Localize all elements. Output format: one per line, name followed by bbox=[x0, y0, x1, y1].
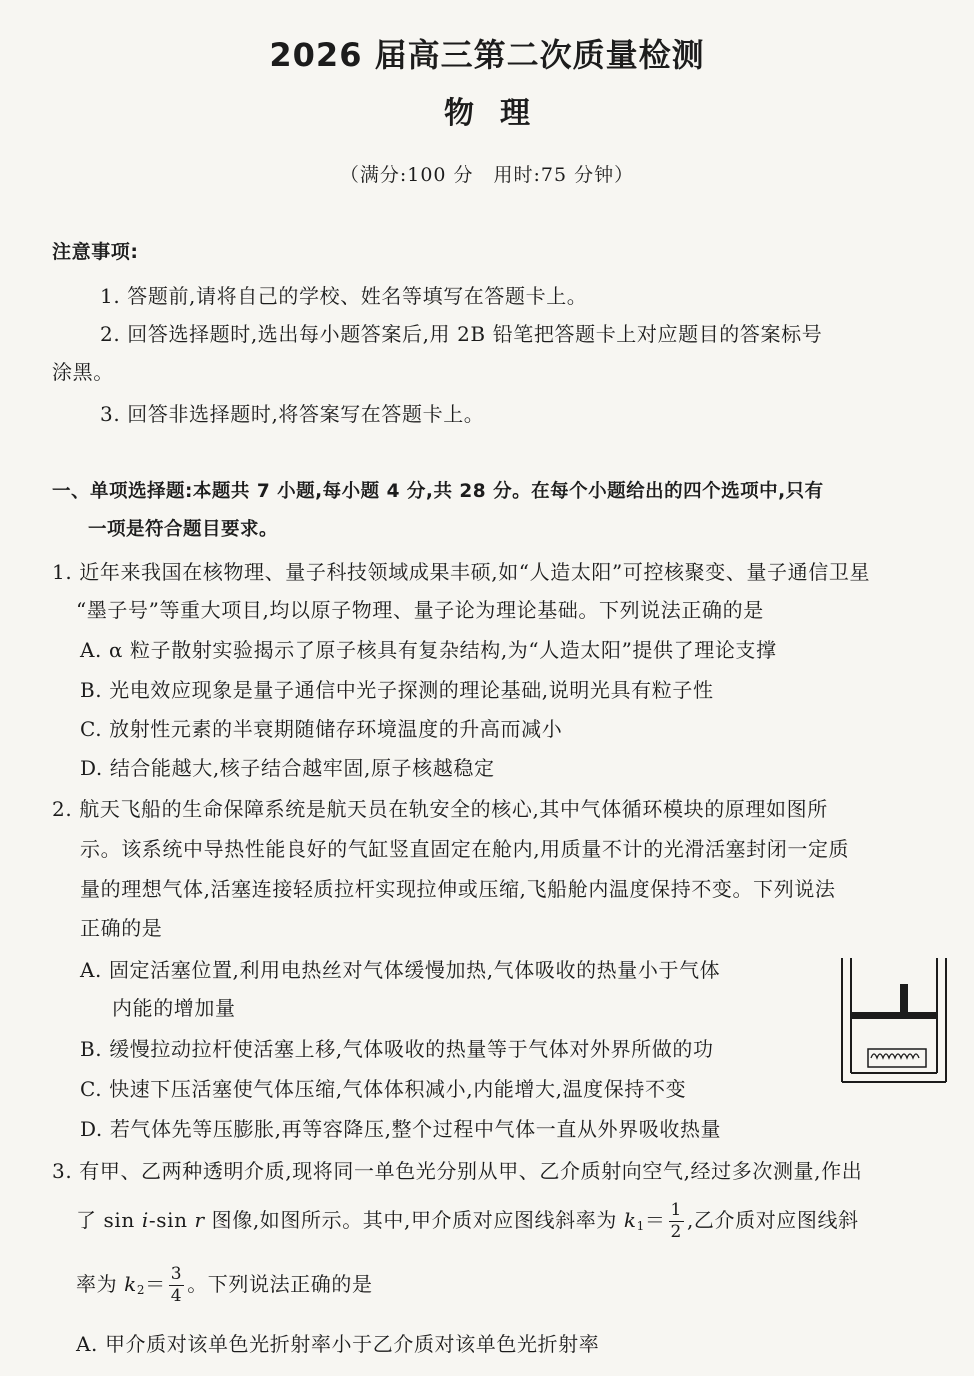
q2-option-d: D. 若气体先等压膨胀,再等容降压,整个过程中气体一直从外界吸收热量 bbox=[80, 1117, 722, 1141]
q3-var-k2: k bbox=[124, 1272, 137, 1296]
q3-text: 图像,如图所示。其中,甲介质对应图线斜率为 bbox=[204, 1208, 624, 1232]
q1-stem-cont: “墨子号”等重大项目,均以原子物理、量子论为理论基础。下列说法正确的是 bbox=[76, 598, 764, 622]
q2-option-c: C. 快速下压活塞使气体压缩,气体体积减小,内能增大,温度保持不变 bbox=[80, 1077, 687, 1101]
q3-stem: 3. 有甲、乙两种透明介质,现将同一单色光分别从甲、乙介质射向空气,经过多次测量,作出 bbox=[52, 1159, 863, 1183]
q2-stem: 2. 航天飞船的生命保障系统是航天员在轨安全的核心,其中气体循环模块的原理如图所 bbox=[52, 797, 828, 821]
q3-option-a: A. 甲介质对该单色光折射率小于乙介质对该单色光折射率 bbox=[76, 1332, 600, 1356]
q3-text: ,乙介质对应图线斜 bbox=[686, 1208, 859, 1232]
q3-var-k1: k bbox=[623, 1208, 637, 1232]
q3-var-i: i bbox=[141, 1208, 149, 1232]
q1-stem: 1. 近年来我国在核物理、量子科技领域成果丰硕,如“人造太阳”可控核聚变、量子通信卫星 bbox=[52, 560, 871, 584]
q3-equals: ＝ bbox=[644, 1208, 666, 1232]
note-item-2: 2. 回答选择题时,选出每小题答案后,用 2B 铅笔把答题卡上对应题目的答案标号 bbox=[100, 322, 823, 346]
q2-stem-3: 量的理想气体,活塞连接轻质拉杆实现拉伸或压缩,飞船舱内温度保持不变。下列说法 bbox=[80, 877, 836, 901]
q3-equals: ＝ bbox=[145, 1272, 166, 1296]
q3-text: 了 sin bbox=[76, 1208, 142, 1232]
note-item-3: 3. 回答非选择题时,将答案写在答题卡上。 bbox=[100, 402, 485, 426]
q3-k2-numerator: 3 bbox=[170, 1264, 183, 1284]
q2-stem-4: 正确的是 bbox=[80, 916, 163, 940]
note-item-1: 1. 答题前,请将自己的学校、姓名等填写在答题卡上。 bbox=[100, 284, 588, 308]
q2-stem-2: 示。该系统中导热性能良好的气缸竖直固定在舱内,用质量不计的光滑活塞封闭一定质 bbox=[80, 837, 850, 861]
q1-option-a: A. α 粒子散射实验揭示了原子核具有复杂结构,为“人造太阳”提供了理论支撑 bbox=[80, 638, 777, 662]
gas-cylinder-piston-heater-icon bbox=[842, 958, 946, 1082]
q3-stem-3 bbox=[76, 1262, 373, 1312]
notes-heading: 注意事项: bbox=[52, 241, 139, 263]
q3-k2-denominator: 4 bbox=[170, 1286, 183, 1306]
q2-option-a-cont: 内能的增加量 bbox=[112, 996, 236, 1020]
q2-option-b: B. 缓慢拉动拉杆使活塞上移,气体吸收的热量等于气体对外界所做的功 bbox=[80, 1037, 714, 1061]
q3-fraction-k1 bbox=[669, 1202, 684, 1241]
q3-text: 率为 bbox=[76, 1272, 125, 1296]
q2-option-a: A. 固定活塞位置,利用电热丝对气体缓慢加热,气体吸收的热量小于气体 bbox=[80, 958, 721, 982]
section-heading-cont: 一项是符合题目要求。 bbox=[88, 519, 279, 540]
q1-option-d: D. 结合能越大,核子结合越牢固,原子核越稳定 bbox=[80, 756, 495, 780]
q3-text: -sin bbox=[148, 1208, 195, 1232]
q3-k1-subscript: 1 bbox=[636, 1219, 645, 1233]
q3-var-r: r bbox=[194, 1208, 205, 1232]
exam-meta: （满分:100 分 用时:75 分钟） bbox=[339, 164, 635, 186]
note-item-2-cont: 涂黑。 bbox=[52, 360, 114, 384]
gas-cylinder-figure bbox=[838, 956, 950, 1086]
q3-fraction-k2 bbox=[169, 1266, 184, 1305]
q3-k2-subscript: 2 bbox=[136, 1283, 146, 1297]
q1-option-c: C. 放射性元素的半衰期随储存环境温度的升高而减小 bbox=[80, 717, 563, 741]
section-heading: 一、单项选择题:本题共 7 小题,每小题 4 分,共 28 分。在每个小题给出的四个选项中,只有 bbox=[52, 481, 824, 502]
q1-option-b: B. 光电效应现象是量子通信中光子探测的理论基础,说明光具有粒子性 bbox=[80, 678, 714, 702]
q3-text: 。下列说法正确的是 bbox=[187, 1272, 373, 1296]
exam-title: 2026 届高三第二次质量检测 bbox=[269, 36, 705, 74]
q3-stem-2 bbox=[76, 1198, 859, 1248]
q3-k1-denominator: 2 bbox=[670, 1222, 682, 1242]
subject-title: 物理 bbox=[444, 96, 556, 131]
q3-k1-numerator: 1 bbox=[670, 1200, 682, 1220]
